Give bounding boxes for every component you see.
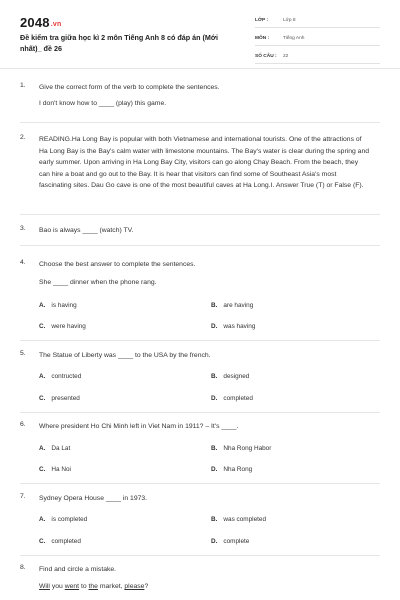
- option-text: Ha Noi: [51, 466, 71, 473]
- option-text: Nha Rong: [223, 466, 253, 473]
- question-text: Bao is always ____ (watch) TV.: [39, 227, 134, 234]
- question-text: The Statue of Liberty was ____ to the USA by the french.: [39, 352, 211, 359]
- option-text: Nha Rong Habor: [223, 445, 272, 452]
- header-divider: [0, 68, 400, 69]
- meta-label: SỐ CÂU :: [255, 54, 277, 59]
- option-letter: A.: [39, 373, 46, 380]
- underlined-word[interactable]: the: [88, 583, 98, 590]
- option-a[interactable]: [39, 302, 77, 309]
- question-text: Find and circle a mistake.: [39, 566, 117, 573]
- question-number: 5.: [20, 350, 26, 357]
- option-letter: B.: [211, 516, 218, 523]
- option-b[interactable]: [211, 302, 253, 309]
- exam-meta: [255, 14, 380, 68]
- option-d[interactable]: [211, 466, 252, 473]
- option-letter: D.: [211, 323, 218, 330]
- option-text: is having: [51, 302, 77, 309]
- question-divider: [20, 122, 380, 123]
- question-number: 8.: [20, 564, 26, 571]
- option-letter: C.: [39, 323, 46, 330]
- question-text: Where president Ho Chi Minh left in Viet Nam in 1911? – It's ____.: [39, 423, 239, 430]
- option-text: were having: [51, 323, 86, 330]
- sentence-fragment: ?: [144, 583, 149, 590]
- option-text: Da Lat: [51, 445, 71, 452]
- question-text: Choose the best answer to complete the sentences.: [39, 261, 196, 268]
- option-text: was completed: [223, 516, 267, 523]
- logo-tld: .vn: [50, 21, 62, 28]
- meta-value: Tiếng Anh: [283, 36, 305, 41]
- question-divider: [20, 555, 380, 556]
- option-c[interactable]: [39, 395, 80, 402]
- option-text: designed: [223, 373, 250, 380]
- meta-value: 22: [283, 54, 289, 59]
- option-text: are having: [223, 302, 254, 309]
- option-letter: D.: [211, 395, 218, 402]
- option-b[interactable]: [211, 373, 249, 380]
- question-number: 7.: [20, 493, 26, 500]
- document-title: Đề kiểm tra giữa học kì 2 môn Tiếng Anh 8 có đáp án (Mới nhất)_ đề 26: [20, 33, 219, 53]
- option-letter: B.: [211, 373, 218, 380]
- option-a[interactable]: [39, 373, 81, 380]
- question-divider: [20, 214, 380, 215]
- underlined-word[interactable]: please: [124, 583, 145, 590]
- meta-label: MÔN :: [255, 36, 270, 41]
- sentence-fragment: market,: [97, 583, 125, 590]
- option-letter: C.: [39, 538, 46, 545]
- underlined-word[interactable]: Will: [39, 583, 50, 590]
- option-letter: D.: [211, 538, 218, 545]
- question-number: 4.: [20, 259, 26, 266]
- site-logo[interactable]: [20, 15, 61, 30]
- option-letter: A.: [39, 302, 46, 309]
- question-text: READING.Ha Long Bay is popular with both Vietnamese and international tourists. One of the attractions of Ha Long Bay is the Bay's calm water with limestone mountains. The Bay's water is clear during the spring and early summer. Upon arriving in Ha Long Bay City, visitors can go along Chay Beach. From the beach, they can hire a boat and go out to the Bay. It is hear that visitors can find some of Southeast Asia's most fascinating sites. Dau Go cave is one of the most beautiful caves at Ha Long.I. Answer True (T) or False (F).: [39, 136, 370, 189]
- option-text: completed: [223, 395, 253, 402]
- option-c[interactable]: [39, 323, 86, 330]
- question-number: 3.: [20, 225, 26, 232]
- option-d[interactable]: [211, 323, 255, 330]
- question-divider: [20, 412, 380, 413]
- option-text: complete: [223, 538, 250, 545]
- option-text: presented: [51, 395, 80, 402]
- option-d[interactable]: [211, 538, 249, 545]
- question-divider: [20, 340, 380, 341]
- sentence-fragment: you: [49, 583, 65, 590]
- option-d[interactable]: [211, 395, 253, 402]
- option-letter: C.: [39, 466, 46, 473]
- meta-row-subject: [255, 32, 380, 46]
- underlined-word[interactable]: went: [64, 583, 80, 590]
- option-text: completed: [51, 538, 81, 545]
- option-text: is completed: [51, 516, 88, 523]
- logo-number: 2048: [20, 15, 50, 30]
- question-sentence: [39, 583, 148, 590]
- meta-row-class: [255, 14, 380, 28]
- option-letter: A.: [39, 516, 46, 523]
- page-header: [0, 0, 400, 66]
- question-number: 1.: [20, 82, 26, 89]
- option-b[interactable]: [211, 516, 266, 523]
- question-text: Sydney Opera House ____ in 1973.: [39, 495, 148, 502]
- question-text: Give the correct form of the verb to complete the sentences.: [39, 84, 220, 91]
- option-letter: C.: [39, 395, 46, 402]
- question-number: 2.: [20, 134, 26, 141]
- question-divider: [20, 483, 380, 484]
- option-letter: B.: [211, 302, 218, 309]
- option-text: contructed: [51, 373, 82, 380]
- meta-value: Lớp 8: [283, 18, 296, 23]
- option-letter: D.: [211, 466, 218, 473]
- question-number: 6.: [20, 421, 26, 428]
- question-sentence: She ____ dinner when the phone rang.: [39, 279, 157, 286]
- meta-label: LỚP :: [255, 18, 269, 23]
- option-letter: A.: [39, 445, 46, 452]
- option-c[interactable]: [39, 538, 81, 545]
- option-c[interactable]: [39, 466, 71, 473]
- meta-row-count: [255, 50, 380, 64]
- option-b[interactable]: [211, 445, 271, 452]
- option-a[interactable]: [39, 516, 87, 523]
- option-letter: B.: [211, 445, 218, 452]
- option-a[interactable]: [39, 445, 70, 452]
- question-sentence: I don't know how to ____ (play) this game.: [39, 100, 167, 107]
- sentence-fragment: to: [79, 583, 89, 590]
- option-text: was having: [223, 323, 256, 330]
- question-divider: [20, 245, 380, 246]
